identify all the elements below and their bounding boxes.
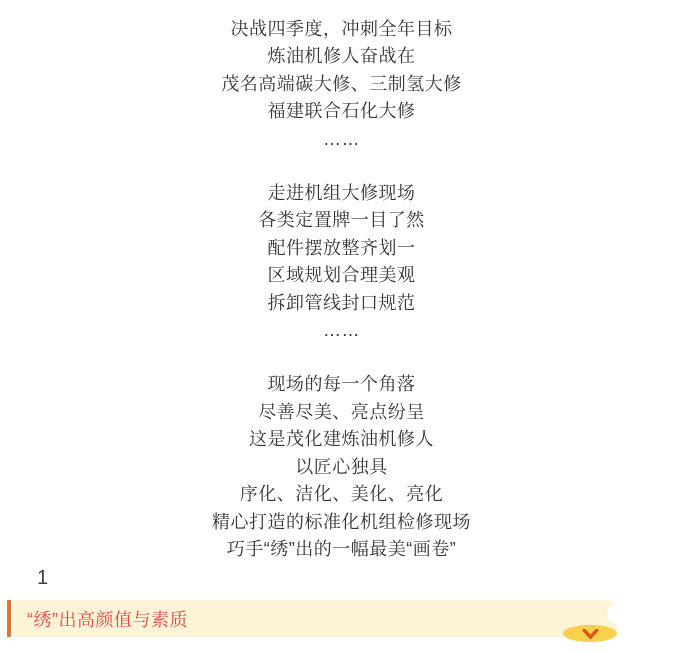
article-line: 以匠心独具: [295, 456, 388, 477]
section-title-background: [13, 600, 617, 637]
stanza: [0, 371, 683, 563]
article-line: 各类定置牌一目了然: [258, 210, 425, 231]
article-line: 炼油机修人奋战在: [267, 46, 416, 67]
article-line: ……: [323, 320, 360, 341]
article-line: 尽善尽美、亮点纷呈: [258, 401, 425, 422]
accent-stripe: [7, 600, 11, 637]
article-body: [0, 16, 683, 563]
article-line: 走进机组大修现场: [267, 183, 416, 204]
article-line: 决战四季度，冲刺全年目标: [230, 19, 453, 39]
article-line: 区域规划合理美观: [267, 265, 416, 286]
article-line: ……: [323, 128, 360, 149]
page-number: 1: [37, 567, 49, 589]
article-line: 福建联合石化大修: [267, 101, 416, 122]
article-line: 这是茂化建炼油机修人: [249, 429, 434, 450]
article-line: 精心打造的标准化机组检修现场: [212, 511, 471, 532]
article-line: 巧手“绣”出的一幅最美“画卷”: [226, 538, 457, 559]
article-line: 现场的每一个角落: [267, 374, 416, 395]
section-title: “绣”出高颜值与素质: [27, 609, 188, 630]
article-line: 茂名高端碳大修、三制氢大修: [221, 73, 462, 94]
article-line: 配件摆放整齐划一: [267, 237, 416, 258]
stanza: [0, 180, 683, 344]
expand-toggle-button[interactable]: [563, 625, 617, 642]
stanza: [0, 16, 683, 153]
article-line: 序化、洁化、美化、亮化: [239, 484, 444, 505]
bar-corner-notch: [607, 604, 627, 624]
section-title-bar[interactable]: [7, 600, 617, 637]
article-line: 拆卸管线封口规范: [267, 292, 416, 313]
chevron-down-icon: [582, 629, 599, 639]
